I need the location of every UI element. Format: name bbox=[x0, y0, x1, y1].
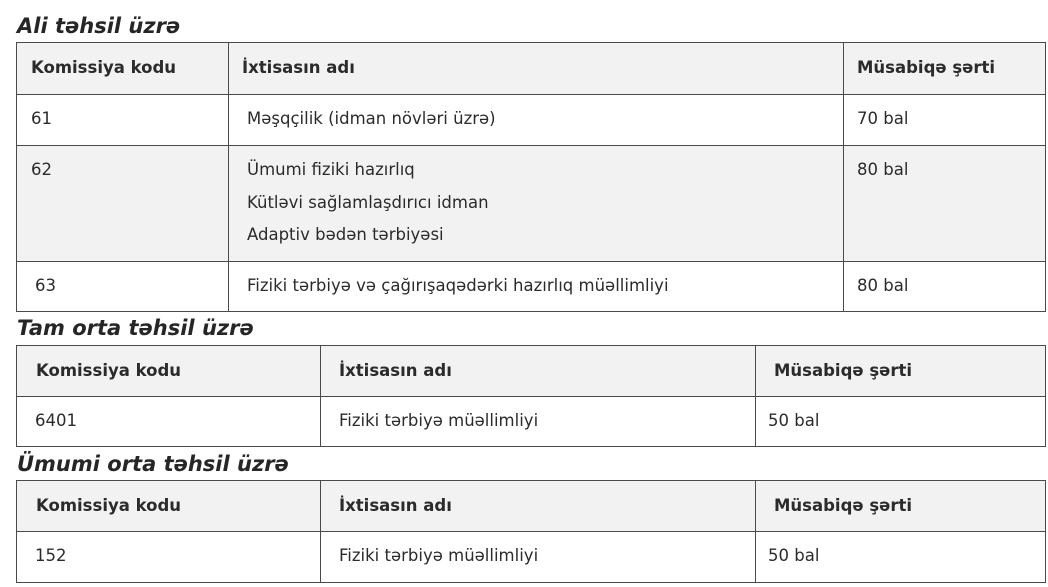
header-commission-code: Komissiya kodu bbox=[17, 43, 229, 95]
table-row bbox=[17, 262, 1046, 312]
competition-condition: 50 bal bbox=[756, 397, 1046, 447]
commission-code: 61 bbox=[17, 95, 229, 146]
header-specialty-name: İxtisasın adı bbox=[321, 346, 756, 397]
specialty-name: Məşqçilik (idman növləri üzrə) bbox=[229, 95, 844, 146]
higher-education-table bbox=[16, 42, 1046, 312]
table-header-row bbox=[17, 346, 1046, 397]
commission-code: 6401 bbox=[17, 397, 321, 447]
table-row bbox=[17, 397, 1046, 447]
header-commission-code: Komissiya kodu bbox=[17, 346, 321, 397]
competition-condition: 50 bal bbox=[756, 532, 1046, 583]
competition-condition: 80 bal bbox=[844, 146, 1046, 262]
section-title-higher-education: Ali təhsil üzrə bbox=[17, 14, 181, 38]
competition-condition: 80 bal bbox=[844, 262, 1046, 312]
specialty-name: Kütləvi sağlamlaşdırıcı idman bbox=[247, 192, 489, 212]
header-competition-condition: Müsabiqə şərti bbox=[844, 43, 1046, 95]
table-row bbox=[17, 532, 1046, 583]
header-competition-condition: Müsabiqə şərti bbox=[756, 346, 1046, 397]
commission-code: 63 bbox=[17, 262, 229, 312]
table-row bbox=[17, 95, 1046, 146]
specialty-name: Fiziki tərbiyə və çağırışaqədərki hazırlıq müəllimliyi bbox=[229, 262, 844, 312]
specialty-name: Ümumi fiziki hazırlıq bbox=[247, 160, 415, 179]
section-title-complete-secondary: Tam orta təhsil üzrə bbox=[17, 316, 254, 340]
header-competition-condition: Müsabiqə şərti bbox=[756, 481, 1046, 532]
header-commission-code: Komissiya kodu bbox=[17, 481, 321, 532]
table-header-row bbox=[17, 481, 1046, 532]
specialty-name-list bbox=[229, 146, 844, 262]
specialty-name: Fiziki tərbiyə müəllimliyi bbox=[321, 532, 756, 583]
table-header-row bbox=[17, 43, 1046, 95]
competition-condition: 70 bal bbox=[844, 95, 1046, 146]
table-row bbox=[17, 146, 1046, 262]
general-secondary-table bbox=[16, 480, 1046, 583]
commission-code: 152 bbox=[17, 532, 321, 583]
specialty-name: Adaptiv bədən tərbiyəsi bbox=[247, 225, 444, 244]
header-specialty-name: İxtisasın adı bbox=[321, 481, 756, 532]
section-title-general-secondary: Ümumi orta təhsil üzrə bbox=[17, 452, 289, 476]
specialty-name: Fiziki tərbiyə müəllimliyi bbox=[321, 397, 756, 447]
commission-code: 62 bbox=[17, 146, 229, 262]
header-specialty-name: İxtisasın adı bbox=[229, 43, 844, 95]
complete-secondary-table bbox=[16, 345, 1046, 447]
